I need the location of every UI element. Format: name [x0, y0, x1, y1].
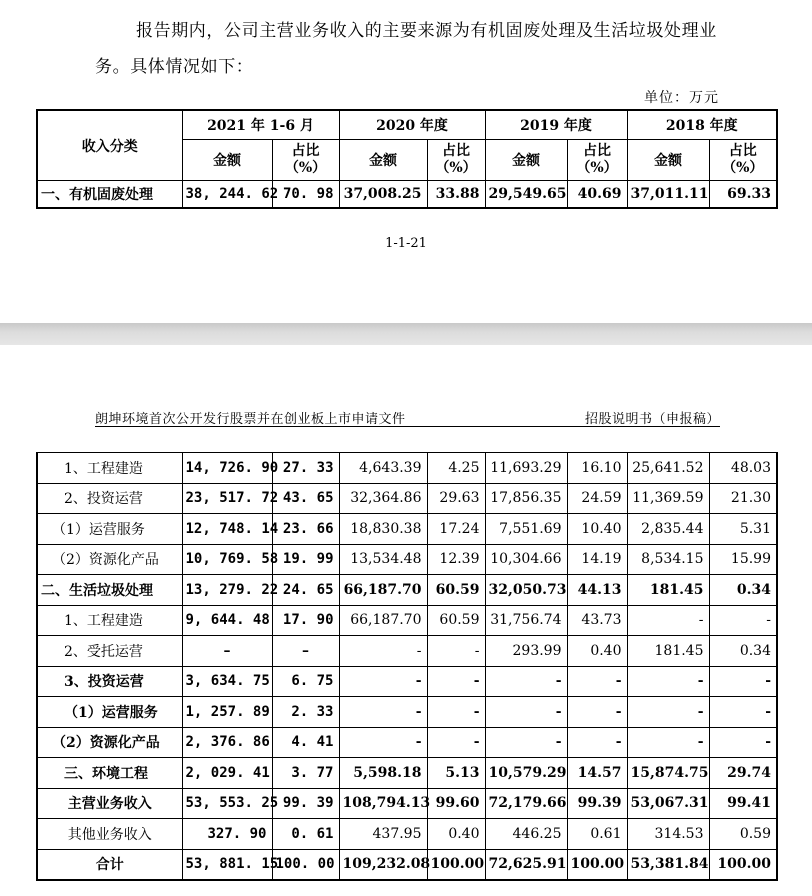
- document-page-1: [0, 0, 812, 323]
- cell-value: 19. 99: [272, 544, 339, 575]
- cell-value: 2, 029. 41: [182, 758, 272, 789]
- cell-value: 37,008.25: [339, 181, 427, 209]
- cell-value: 53,381.84: [627, 849, 709, 880]
- page-separator: [0, 323, 812, 345]
- cell-value: -: [339, 666, 427, 697]
- cell-value: 12.39: [427, 544, 485, 575]
- cell-value: 181.45: [627, 575, 709, 606]
- table-row: [37, 575, 777, 606]
- cell-value: 33.88: [427, 181, 485, 209]
- cell-value: -: [485, 666, 567, 697]
- table-row: [37, 666, 777, 697]
- table-row: [37, 181, 777, 209]
- page-number: 1-1-21: [385, 236, 427, 251]
- cell-value: 60.59: [427, 605, 485, 636]
- cell-value: 29.63: [427, 483, 485, 514]
- cell-value: 10.40: [567, 514, 627, 545]
- revenue-table-part-1: [36, 109, 778, 209]
- table-row: [37, 514, 777, 545]
- cell-value: 17. 90: [272, 605, 339, 636]
- cell-value: 99.41: [709, 788, 777, 819]
- cell-value: 0.40: [427, 819, 485, 850]
- header-amount: 金额: [182, 140, 272, 181]
- cell-value: 48.03: [709, 453, 777, 484]
- row-label: 其他业务收入: [37, 819, 182, 850]
- table-row: [37, 483, 777, 514]
- header-period-2019: 2019 年度: [485, 110, 627, 140]
- row-label: 主营业务收入: [37, 788, 182, 819]
- table-row: [37, 453, 777, 484]
- revenue-table-part-2: [36, 452, 778, 881]
- header-ratio: 占比（%）: [272, 140, 339, 181]
- cell-value: 2,835.44: [627, 514, 709, 545]
- cell-value: 13,534.48: [339, 544, 427, 575]
- cell-value: 43.73: [567, 605, 627, 636]
- cell-value: 10,304.66: [485, 544, 567, 575]
- cell-value: 43. 65: [272, 483, 339, 514]
- cell-value: -: [709, 727, 777, 758]
- cell-value: 5,598.18: [339, 758, 427, 789]
- table-row: [37, 758, 777, 789]
- cell-value: 100.00: [567, 849, 627, 880]
- cell-value: 8,534.15: [627, 544, 709, 575]
- cell-value: 109,232.08: [339, 849, 427, 880]
- cell-value: 13, 279. 22: [182, 575, 272, 606]
- cell-value: 99. 39: [272, 788, 339, 819]
- cell-value: 4. 41: [272, 727, 339, 758]
- cell-value: 0.40: [567, 636, 627, 667]
- cell-value: 16.10: [567, 453, 627, 484]
- row-label: （2）资源化产品: [37, 727, 182, 758]
- cell-value: 53, 881. 15: [182, 849, 272, 880]
- unit-label: 单位：万元: [644, 90, 719, 106]
- cell-value: 27. 33: [272, 453, 339, 484]
- cell-value: 23, 517. 72: [182, 483, 272, 514]
- cell-value: -: [709, 605, 777, 636]
- header-ratio: 占比（%）: [709, 140, 777, 181]
- cell-value: 4.25: [427, 453, 485, 484]
- paragraph-line-1: 报告期内，公司主营业务收入的主要来源为有机固废处理及生活垃圾处理业: [136, 21, 717, 41]
- cell-value: 2, 376. 86: [182, 727, 272, 758]
- cell-value: 11,693.29: [485, 453, 567, 484]
- row-label: 合计: [37, 849, 182, 880]
- cell-value: 2. 33: [272, 697, 339, 728]
- row-label: 2、受托运营: [37, 636, 182, 667]
- cell-value: 99.39: [567, 788, 627, 819]
- cell-value: -: [339, 636, 427, 667]
- row-label: （1）运营服务: [37, 514, 182, 545]
- cell-value: 14.19: [567, 544, 627, 575]
- cell-value: 0.34: [709, 575, 777, 606]
- cell-value: 17.24: [427, 514, 485, 545]
- cell-value: 3, 634. 75: [182, 666, 272, 697]
- table-row: [37, 727, 777, 758]
- cell-value: 6. 75: [272, 666, 339, 697]
- cell-value: -: [709, 666, 777, 697]
- cell-value: 24.59: [567, 483, 627, 514]
- cell-value: 0. 61: [272, 819, 339, 850]
- cell-value: -: [485, 727, 567, 758]
- cell-value: 5.31: [709, 514, 777, 545]
- cell-value: 9, 644. 48: [182, 605, 272, 636]
- row-label: 3、投资运营: [37, 666, 182, 697]
- cell-value: 40.69: [567, 181, 627, 209]
- cell-value: 5.13: [427, 758, 485, 789]
- row-label: 二、生活垃圾处理: [37, 575, 182, 606]
- cell-value: 3. 77: [272, 758, 339, 789]
- cell-value: 23. 66: [272, 514, 339, 545]
- cell-value: –: [182, 636, 272, 667]
- table-header-row: [37, 110, 777, 140]
- cell-value: 10,579.29: [485, 758, 567, 789]
- table-row: [37, 544, 777, 575]
- row-label: 1、工程建造: [37, 605, 182, 636]
- cell-value: 32,050.73: [485, 575, 567, 606]
- cell-value: 38, 244. 62: [182, 181, 272, 209]
- running-header-right: 招股说明书（申报稿）: [584, 412, 720, 427]
- cell-value: 14, 726. 90: [182, 453, 272, 484]
- row-label: 三、环境工程: [37, 758, 182, 789]
- cell-value: 66,187.70: [339, 575, 427, 606]
- cell-value: 72,179.66: [485, 788, 567, 819]
- cell-value: 66,187.70: [339, 605, 427, 636]
- cell-value: 100.00: [427, 849, 485, 880]
- cell-value: -: [567, 666, 627, 697]
- cell-value: 99.60: [427, 788, 485, 819]
- cell-value: 24. 65: [272, 575, 339, 606]
- header-amount: 金额: [485, 140, 567, 181]
- document-page-2: [0, 345, 812, 896]
- table-row: [37, 849, 777, 880]
- cell-value: 0.59: [709, 819, 777, 850]
- cell-value: -: [709, 697, 777, 728]
- cell-value: 108,794.13: [339, 788, 427, 819]
- row-label: 一、有机固废处理: [37, 181, 182, 209]
- table-row: [37, 697, 777, 728]
- cell-value: 15.99: [709, 544, 777, 575]
- cell-value: -: [627, 605, 709, 636]
- cell-value: 314.53: [627, 819, 709, 850]
- cell-value: 7,551.69: [485, 514, 567, 545]
- cell-value: 44.13: [567, 575, 627, 606]
- cell-value: 293.99: [485, 636, 567, 667]
- row-label: （2）资源化产品: [37, 544, 182, 575]
- cell-value: -: [427, 697, 485, 728]
- cell-value: -: [567, 727, 627, 758]
- header-amount: 金额: [627, 140, 709, 181]
- cell-value: 437.95: [339, 819, 427, 850]
- cell-value: 0.61: [567, 819, 627, 850]
- cell-value: 181.45: [627, 636, 709, 667]
- cell-value: 0.34: [709, 636, 777, 667]
- running-header-left: 朗坤环境首次公开发行股票并在创业板上市申请文件: [95, 412, 406, 427]
- table-row: [37, 605, 777, 636]
- row-label: （1）运营服务: [37, 697, 182, 728]
- cell-value: -: [339, 697, 427, 728]
- header-amount: 金额: [339, 140, 427, 181]
- cell-value: 37,011.11: [627, 181, 709, 209]
- cell-value: -: [427, 636, 485, 667]
- header-ratio: 占比（%）: [567, 140, 627, 181]
- cell-value: -: [339, 727, 427, 758]
- header-period-2021h1: 2021 年 1-6 月: [182, 110, 339, 140]
- cell-value: -: [627, 727, 709, 758]
- cell-value: 17,856.35: [485, 483, 567, 514]
- cell-value: -: [427, 727, 485, 758]
- cell-value: 4,643.39: [339, 453, 427, 484]
- cell-value: 327. 90: [182, 819, 272, 850]
- cell-value: 31,756.74: [485, 605, 567, 636]
- row-label: 2、投资运营: [37, 483, 182, 514]
- cell-value: 60.59: [427, 575, 485, 606]
- cell-value: 69.33: [709, 181, 777, 209]
- cell-value: 18,830.38: [339, 514, 427, 545]
- cell-value: -: [627, 697, 709, 728]
- cell-value: 25,641.52: [627, 453, 709, 484]
- cell-value: 14.57: [567, 758, 627, 789]
- cell-value: -: [627, 666, 709, 697]
- cell-value: 53, 553. 25: [182, 788, 272, 819]
- cell-value: 100.00: [709, 849, 777, 880]
- paragraph-line-2: 务。具体情况如下：: [95, 57, 254, 77]
- cell-value: 70. 98: [272, 181, 339, 209]
- cell-value: 32,364.86: [339, 483, 427, 514]
- row-label: 1、工程建造: [37, 453, 182, 484]
- cell-value: 100. 00: [272, 849, 339, 880]
- cell-value: 53,067.31: [627, 788, 709, 819]
- cell-value: 12, 748. 14: [182, 514, 272, 545]
- cell-value: 1, 257. 89: [182, 697, 272, 728]
- cell-value: 10, 769. 58: [182, 544, 272, 575]
- header-period-2020: 2020 年度: [339, 110, 485, 140]
- cell-value: –: [272, 636, 339, 667]
- cell-value: 72,625.91: [485, 849, 567, 880]
- header-rule: [95, 426, 720, 427]
- header-period-2018: 2018 年度: [627, 110, 777, 140]
- header-ratio: 占比（%）: [427, 140, 485, 181]
- cell-value: 446.25: [485, 819, 567, 850]
- table-row: [37, 788, 777, 819]
- cell-value: 15,874.75: [627, 758, 709, 789]
- cell-value: -: [485, 697, 567, 728]
- cell-value: -: [427, 666, 485, 697]
- table-row: [37, 819, 777, 850]
- table-row: [37, 636, 777, 667]
- cell-value: 21.30: [709, 483, 777, 514]
- cell-value: 11,369.59: [627, 483, 709, 514]
- cell-value: -: [567, 697, 627, 728]
- cell-value: 29,549.65: [485, 181, 567, 209]
- header-category: 收入分类: [37, 110, 182, 181]
- cell-value: 29.74: [709, 758, 777, 789]
